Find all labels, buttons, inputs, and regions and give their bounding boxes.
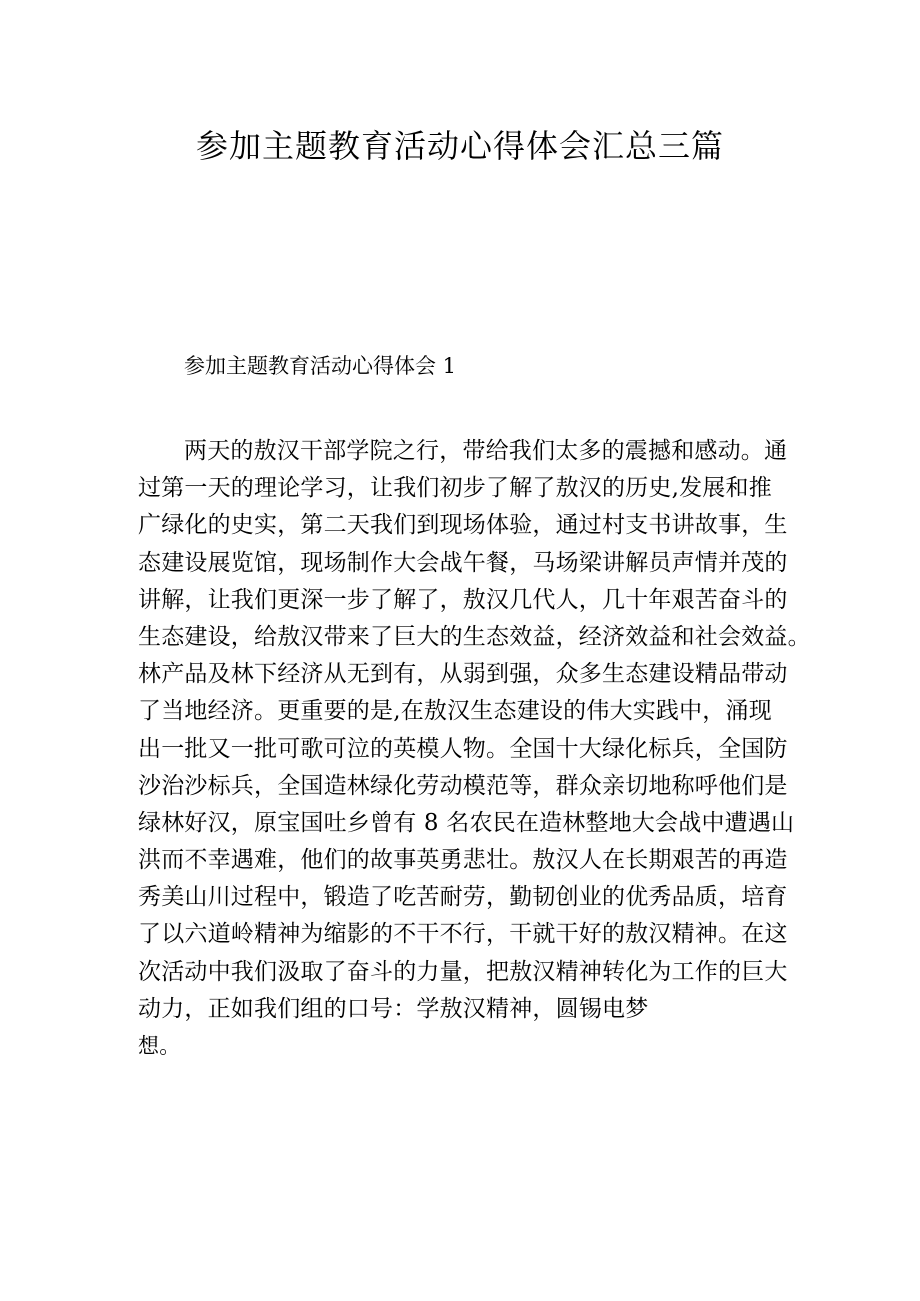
paragraph-line: 次活动中我们汲取了奋斗的力量，把敖汉精神转化为工作的巨大 [138,958,788,985]
body-paragraph [138,433,811,1065]
paragraph-line: 动力，正如我们组的口号：学敖汉精神，圆锡电梦 [138,995,649,1022]
paragraph-line: 两天的敖汉干部学院之行，带给我们太多的震撼和感动。通 [184,438,788,464]
paragraph-line: 沙治沙标兵，全国造林绿化劳动模范等，群众亲切地称呼他们是 [138,772,788,799]
paragraph-line: 了当地经济。更重要的是,在敖汉生态建设的伟大实践中，涌现 [138,698,772,725]
paragraph-line: 了以六道岭精神为缩影的不干不行，干就干好的敖汉精神。在这 [138,921,788,948]
paragraph-line: 林产品及林下经济从无到有，从弱到强，众多生态建设精品带动 [138,661,788,688]
paragraph-line: 秀美山川过程中，锻造了吃苦耐劳，勤韧创业的优秀品质，培育 [138,884,788,911]
paragraph-line: 讲解，让我们更深一步了解了，敖汉几代人，几十年艰苦奋斗的 [138,586,788,613]
paragraph-line: 过第一天的理论学习，让我们初步了解了敖汉的历史,发展和推 [138,475,772,502]
paragraph-line: 洪而不幸遇难，他们的故事英勇悲壮。敖汉人在长期艰苦的再造 [138,847,788,874]
paragraph-line: 广绿化的史实，第二天我们到现场体验，通过村支书讲故事，生 [138,512,788,539]
paragraph-line: 态建设展览馆，现场制作大会战午餐，马场梁讲解员声情并茂的 [138,549,788,576]
section-heading: 参加主题教育活动心得体会 1 [184,354,457,378]
paragraph-line: 出一批又一批可歌可泣的英模人物。全国十大绿化标兵，全国防 [138,735,788,762]
paragraph-line: 生态建设，给敖汉带来了巨大的生态效益，经济效益和社会效益。 [138,623,811,650]
paragraph-line: 绿林好汉，原宝国吐乡曾有 8 名农民在造林整地大会战中遭遇山 [138,809,795,836]
paragraph-line: 想。 [138,1034,181,1058]
document-title: 参加主题教育活动心得体会汇总三篇 [195,127,724,165]
